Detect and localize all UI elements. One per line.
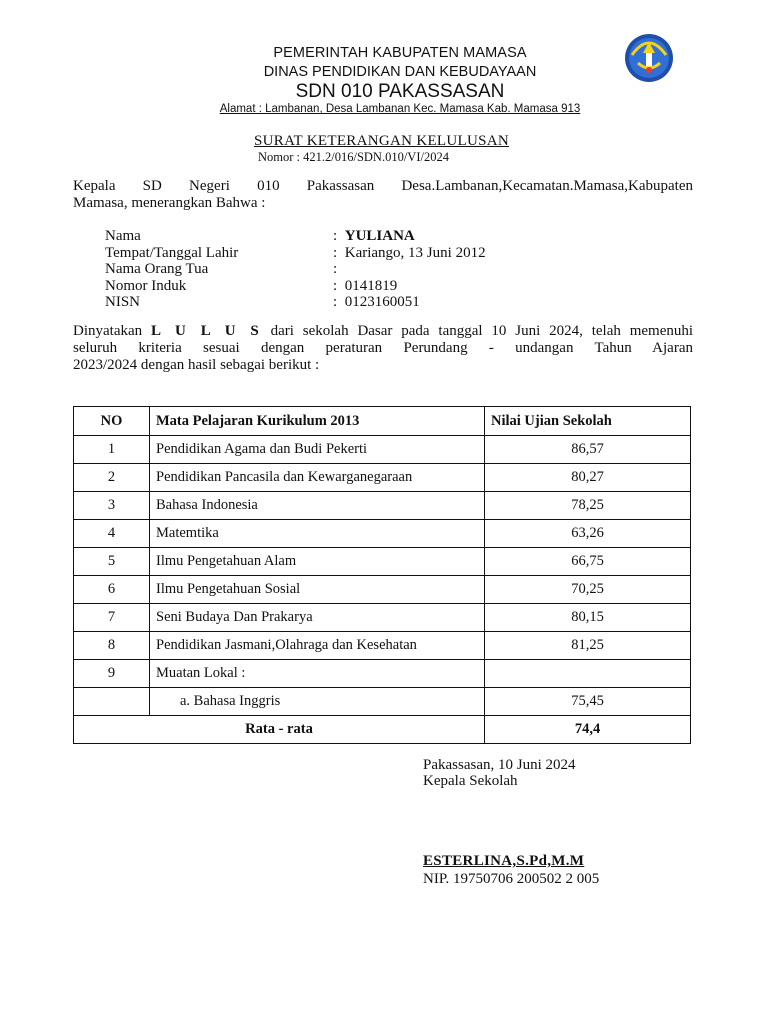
row-score: 86,57 bbox=[485, 436, 691, 464]
table-row bbox=[74, 604, 691, 632]
row-no: 2 bbox=[74, 464, 150, 492]
statement-rest: dari sekolah Dasar pada tanggal 10 Juni 2024, telah memenuhi bbox=[270, 323, 694, 339]
row-score: 66,75 bbox=[485, 548, 691, 576]
student-identity bbox=[105, 228, 486, 311]
table-row bbox=[74, 520, 691, 548]
table-row bbox=[74, 688, 691, 716]
signer-name: ESTERLINA,S.Pd,M.M bbox=[423, 853, 585, 869]
identity-label: NISN bbox=[105, 294, 141, 310]
row-subject: Ilmu Pengetahuan Alam bbox=[150, 548, 485, 576]
identity-row-parent: Nama Orang Tua : bbox=[105, 261, 338, 277]
column-header-no: NO bbox=[74, 407, 150, 436]
table-row bbox=[74, 576, 691, 604]
gov-header: PEMERINTAH KABUPATEN MAMASA bbox=[273, 45, 527, 61]
signer-nip: NIP. 19750706 200502 2 005 bbox=[423, 871, 600, 887]
table-header-row bbox=[74, 407, 691, 436]
row-score: 70,25 bbox=[485, 576, 691, 604]
row-no: 6 bbox=[74, 576, 150, 604]
row-no: 4 bbox=[74, 520, 150, 548]
letter-title: SURAT KETERANGAN KELULUSAN bbox=[254, 133, 510, 149]
table-row bbox=[74, 436, 691, 464]
row-score: 78,25 bbox=[485, 492, 691, 520]
department-header: DINAS PENDIDIKAN DAN KEBUDAYAAN bbox=[263, 64, 537, 80]
row-subject: Ilmu Pengetahuan Sosial bbox=[150, 576, 485, 604]
row-no: 3 bbox=[74, 492, 150, 520]
identity-label: Nama Orang Tua bbox=[105, 261, 209, 277]
row-subject: Seni Budaya Dan Prakarya bbox=[150, 604, 485, 632]
row-subject: Pendidikan Pancasila dan Kewarganegaraan bbox=[150, 464, 485, 492]
table-row bbox=[74, 548, 691, 576]
intro-line-1: Kepala SD Negeri 010 Pakassasan Desa.Lambanan,Kecamatan.Mamasa,Kabupaten bbox=[73, 178, 693, 194]
table-row bbox=[74, 492, 691, 520]
identity-row-induk: Nomor Induk : 0141819 bbox=[105, 277, 398, 294]
intro-line-2: Mamasa, menerangkan Bahwa : bbox=[73, 195, 266, 211]
row-subject: Pendidikan Agama dan Budi Pekerti bbox=[150, 436, 485, 464]
statement-line-2: seluruh kriteria sesuai dengan peraturan Perundang - undangan Tahun Ajaran bbox=[73, 340, 693, 356]
letter-number: Nomor : 421.2/016/SDN.010/VI/2024 bbox=[258, 150, 449, 164]
signer-position: Kepala Sekolah bbox=[423, 773, 518, 789]
row-no: 1 bbox=[74, 436, 150, 464]
average-row bbox=[74, 716, 691, 744]
row-no: 5 bbox=[74, 548, 150, 576]
row-subject: Bahasa Indonesia bbox=[150, 492, 485, 520]
identity-row-birth: Tempat/Tanggal Lahir : Kariango, 13 Juni 2012 bbox=[105, 244, 486, 261]
row-subject: Matemtika bbox=[150, 520, 485, 548]
statement-line-3: 2023/2024 dengan hasil sebagai berikut : bbox=[73, 357, 320, 373]
statement-line-1 bbox=[73, 323, 693, 340]
row-score: 63,26 bbox=[485, 520, 691, 548]
column-header-subject: Mata Pelajaran Kurikulum 2013 bbox=[150, 407, 485, 436]
table-row bbox=[74, 660, 691, 688]
identity-value: 0123160051 bbox=[344, 294, 420, 310]
row-score bbox=[485, 660, 691, 688]
tut-wuri-handayani-logo-icon bbox=[624, 33, 674, 83]
statement-paragraph bbox=[73, 323, 693, 374]
place-date: Pakassasan, 10 Juni 2024 bbox=[423, 757, 576, 773]
row-score: 80,15 bbox=[485, 604, 691, 632]
table-row bbox=[74, 464, 691, 492]
row-subject: a. Bahasa Inggris bbox=[150, 688, 485, 716]
grades-table bbox=[73, 406, 691, 744]
statement-prefix: Dinyatakan bbox=[73, 323, 143, 339]
student-name: YULIANA bbox=[344, 228, 415, 244]
intro-paragraph bbox=[73, 178, 693, 212]
row-no: 9 bbox=[74, 660, 150, 688]
identity-value: 0141819 bbox=[344, 277, 398, 294]
identity-label: Nama bbox=[105, 228, 141, 244]
row-no: 8 bbox=[74, 632, 150, 660]
identity-row-nisn: NISN : 0123160051 bbox=[105, 294, 420, 310]
school-address: Alamat : Lambanan, Desa Lambanan Kec. Mamasa Kab. Mamasa 913 bbox=[219, 103, 581, 115]
identity-row-name: Nama : YULIANA bbox=[105, 228, 415, 244]
identity-label: Nomor Induk bbox=[105, 277, 187, 294]
row-no: 7 bbox=[74, 604, 150, 632]
average-value: 74,4 bbox=[485, 716, 691, 744]
row-no bbox=[74, 688, 150, 716]
column-header-score: Nilai Ujian Sekolah bbox=[485, 407, 691, 436]
school-name: SDN 010 PAKASSASAN bbox=[295, 81, 505, 102]
identity-label: Tempat/Tanggal Lahir bbox=[105, 244, 239, 261]
table-row bbox=[74, 632, 691, 660]
row-score: 80,27 bbox=[485, 464, 691, 492]
graduation-status: L U L U S bbox=[151, 323, 262, 339]
row-score: 75,45 bbox=[485, 688, 691, 716]
row-score: 81,25 bbox=[485, 632, 691, 660]
row-subject: Muatan Lokal : bbox=[150, 660, 485, 688]
average-label: Rata - rata bbox=[74, 716, 485, 744]
identity-value: Kariango, 13 Juni 2012 bbox=[344, 244, 486, 261]
row-subject: Pendidikan Jasmani,Olahraga dan Kesehatan bbox=[150, 632, 485, 660]
